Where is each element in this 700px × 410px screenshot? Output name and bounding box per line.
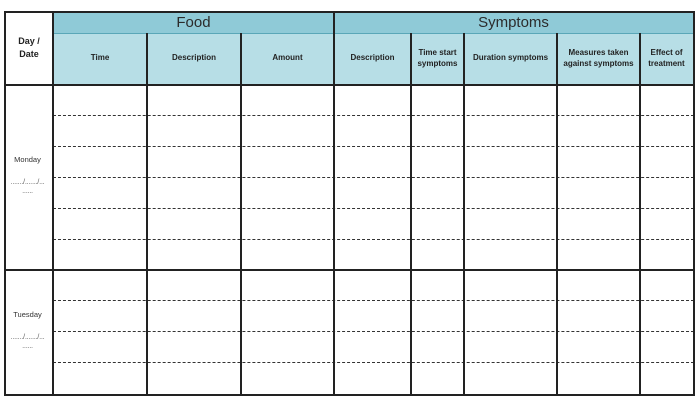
symptoms-group-header <box>334 12 693 33</box>
entry-row-line <box>53 177 694 178</box>
entry-row-line <box>53 331 694 332</box>
column-divider-food-description <box>240 33 242 396</box>
entry-row-line <box>53 362 694 363</box>
day-date-header-line1: Day / <box>18 35 40 46</box>
day-column-divider <box>52 11 54 396</box>
day-date-header <box>5 12 53 84</box>
symptoms-group-label: Symptoms <box>478 14 549 31</box>
group-header-divider <box>53 33 694 34</box>
column-header-measures-taken-label: Measures taken against symptoms <box>563 47 634 68</box>
column-divider-time <box>146 33 148 396</box>
day-tuesday-date-line1: ......./......./... <box>10 332 45 341</box>
column-header-time-start-symptoms <box>411 33 464 84</box>
day-date-header-line2: Date <box>19 49 39 59</box>
table-top-border <box>5 11 694 13</box>
column-header-amount-label: Amount <box>272 53 303 63</box>
column-divider-duration <box>556 33 558 396</box>
column-header-time <box>53 33 147 84</box>
entry-row-line <box>53 239 694 240</box>
column-header-duration-symptoms-label: Duration symptoms <box>472 53 549 63</box>
day-separator-border <box>5 269 694 271</box>
column-header-food-description-label: Description <box>171 53 216 63</box>
column-header-food-description <box>147 33 241 84</box>
day-tuesday-name: Tuesday <box>13 310 42 319</box>
food-group-label: Food <box>176 14 211 31</box>
column-divider-time-start <box>463 33 465 396</box>
column-divider-symptom-description <box>410 33 412 396</box>
column-header-effect-of-treatment-label: Effect of treatment <box>648 47 685 68</box>
entry-row-line <box>53 115 694 116</box>
column-header-symptom-description <box>334 33 411 84</box>
column-header-measures-taken <box>557 33 640 84</box>
day-monday-date-line1: ......./......./... <box>10 177 45 186</box>
table-bottom-border <box>5 394 694 396</box>
entry-row-line <box>53 300 694 301</box>
day-tuesday-date-line2: ...... <box>22 341 33 350</box>
day-monday-label <box>5 155 50 195</box>
entry-row-line <box>53 208 694 209</box>
day-monday-date-line2: ...... <box>22 186 33 195</box>
column-header-effect-of-treatment <box>640 33 693 84</box>
food-group-header <box>53 12 334 33</box>
column-header-symptom-description-label: Description <box>350 53 395 63</box>
column-divider-measures <box>639 33 641 396</box>
column-header-amount <box>241 33 334 84</box>
header-bottom-border <box>5 84 694 86</box>
food-symptoms-divider <box>333 11 335 396</box>
entry-row-line <box>53 146 694 147</box>
table-right-border <box>693 11 695 396</box>
column-header-duration-symptoms <box>464 33 557 84</box>
column-header-time-label: Time <box>90 53 110 63</box>
table-left-border <box>4 11 6 396</box>
day-monday-name: Monday <box>14 155 41 164</box>
day-tuesday-label <box>5 310 50 350</box>
column-header-time-start-symptoms-label: Time start symptoms <box>417 47 458 68</box>
